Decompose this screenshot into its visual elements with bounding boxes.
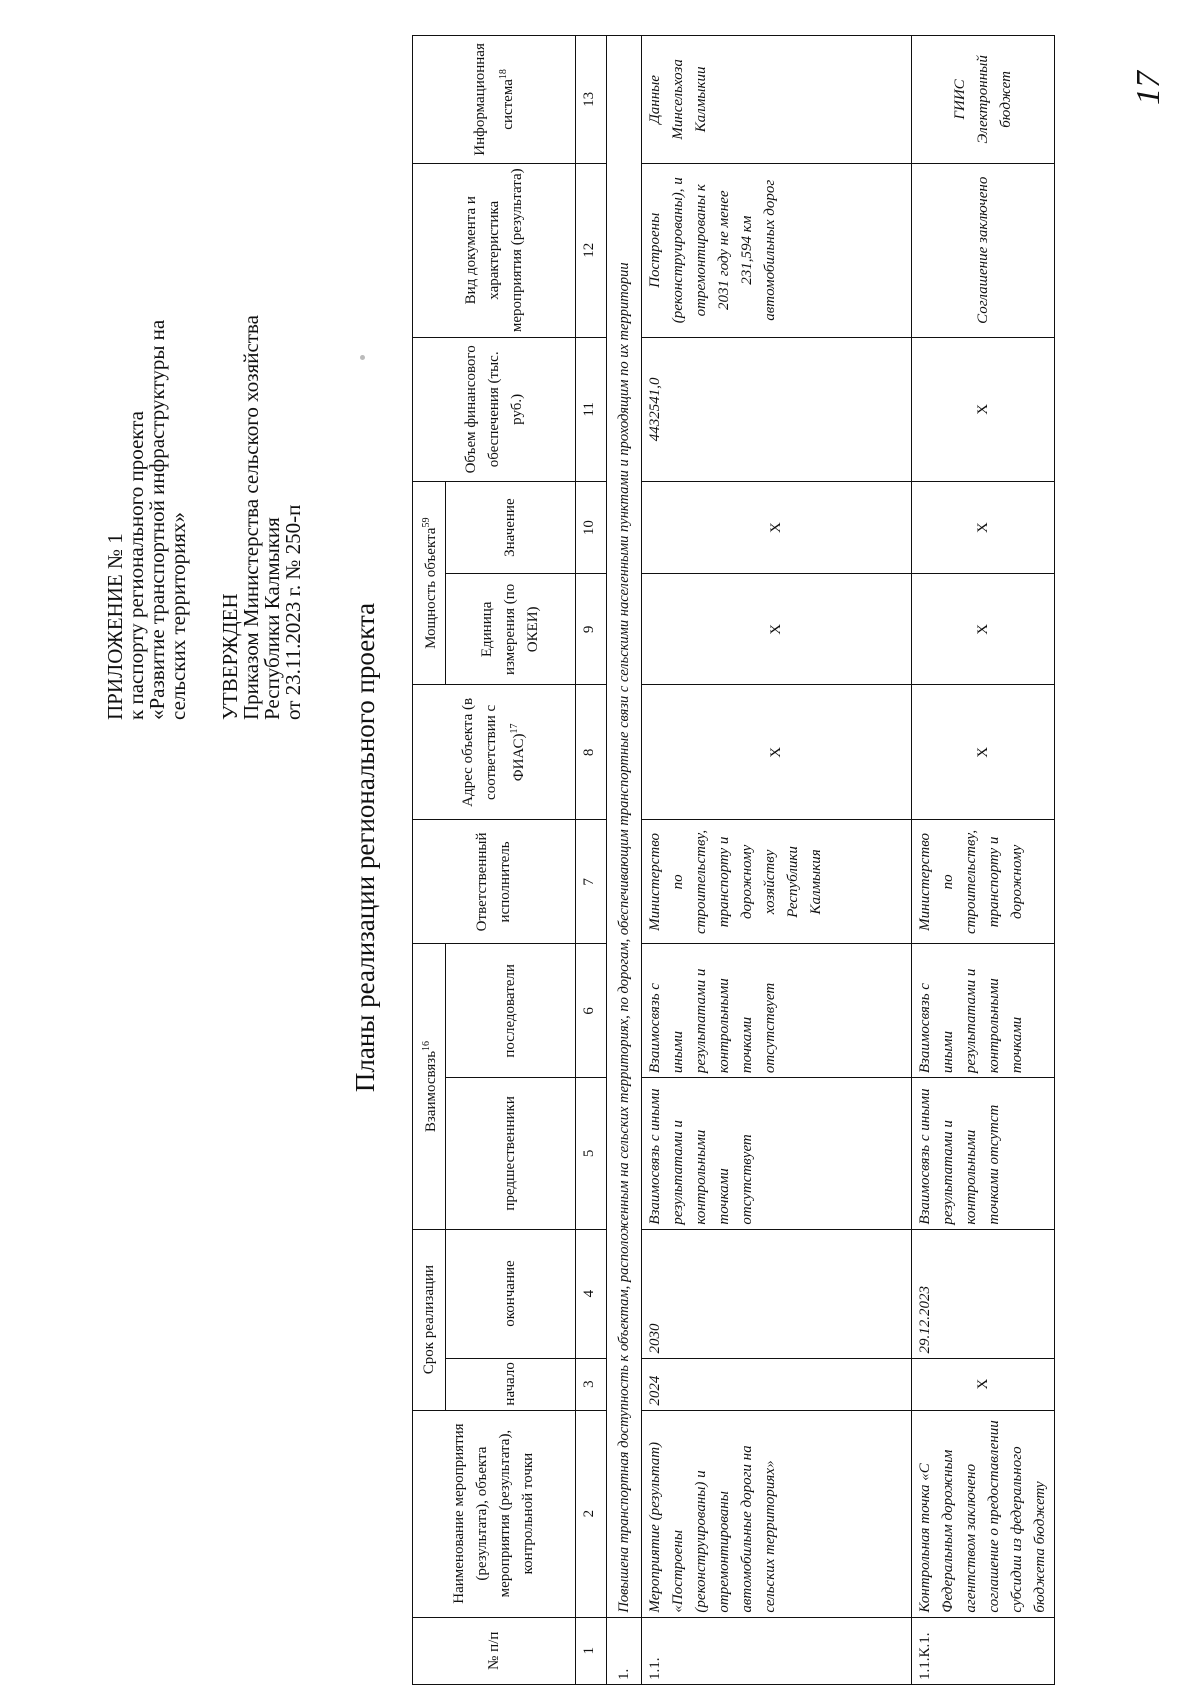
col-number: 4 (576, 1229, 607, 1358)
section-number: 1. (607, 1617, 642, 1684)
row-unit: X (642, 574, 912, 685)
col-finance-header: Объем финансового обеспечения (тыс. руб.) (413, 337, 576, 481)
col-number: 8 (576, 685, 607, 820)
approval-line: УТВЕРЖДЕН (218, 593, 242, 720)
plan-table (412, 35, 1055, 1685)
row-name: Мероприятие (результат) «Построены (реконструированы) и отремонтированы автомобильные дороги на сельских территориях» (642, 1410, 912, 1617)
appendix-line: «Развитие транспортной инфраструктуры на (145, 319, 169, 720)
row-finance: 4432541,0 (642, 337, 912, 481)
col-info-header: Информационная система$^{18}$ (413, 36, 576, 164)
col-name-header: Наименование мероприятия (результата), объекта мероприятия (результата), контрольной точки (413, 1410, 576, 1617)
col-succ-header: последователи (446, 944, 576, 1078)
section-text: Повышена транспортная доступность к объектам, расположенным на сельских территориях, по дорогам, обеспечивающим транспортные связи с сельскими населенными пунктами и проходящим по их территории (607, 36, 642, 1618)
col-start-header: начало (446, 1358, 576, 1410)
page-title: Планы реализации регионального проекта (350, 602, 380, 1093)
row-value: X (912, 481, 1055, 573)
col-term-header: Срок реализации (413, 1229, 446, 1410)
row-value: X (642, 481, 912, 573)
col-value-header: Значение (446, 481, 576, 573)
row-start: 2024 (642, 1358, 912, 1410)
table-row (912, 36, 1055, 1685)
col-number: 1 (576, 1617, 607, 1684)
col-end-header: окончание (446, 1229, 576, 1358)
approval-line: Приказом Министерства сельского хозяйства (239, 315, 263, 720)
col-number: 9 (576, 574, 607, 685)
col-number: 6 (576, 944, 607, 1078)
row-info: ГИИС Электронный бюджет (912, 36, 1055, 164)
col-number: 10 (576, 481, 607, 573)
row-pred: Взаимосвязь с иными результатами и контрольными точками отсутствует (642, 1078, 912, 1229)
approval-line: Республики Калмыкия (260, 517, 284, 720)
col-unit-header: Единица измерения (по ОКЕИ) (446, 574, 576, 685)
section-row (607, 36, 642, 1685)
col-number: 11 (576, 337, 607, 481)
appendix-line: сельских территориях» (166, 511, 190, 720)
col-doc-header: Вид документа и характеристика мероприятия (результата) (413, 163, 576, 337)
row-end: 2030 (642, 1229, 912, 1358)
row-start: X (912, 1358, 1055, 1410)
page-number: 17 (1130, 71, 1167, 105)
row-resp: Министерство по строительству, транспорту и дорожному хозяйству Республики Калмыкия (642, 820, 912, 944)
appendix-header (105, 100, 189, 720)
row-info: Данные Минсельхоза Калмыкии (642, 36, 912, 164)
row-finance: X (912, 337, 1055, 481)
row-unit: X (912, 574, 1055, 685)
col-number: 3 (576, 1358, 607, 1410)
col-number: 7 (576, 820, 607, 944)
row-number: 1.1.К.1. (912, 1617, 1055, 1684)
row-addr: X (642, 685, 912, 820)
col-power-header: Мощность объекта$^{59}$ (413, 481, 446, 684)
col-number: 12 (576, 163, 607, 337)
row-doc: Построены (реконструированы), и отремонтированы к 2031 году не менее 231,594 км автомобильных дорог (642, 163, 912, 337)
approval-header (220, 100, 304, 720)
row-succ: Взаимосвязь с иными результатами и контрольными точками отсутствует (642, 944, 912, 1078)
row-pred: Взаимосвязь с иными результатами и контрольными точками отсутст (912, 1078, 1055, 1229)
row-number: 1.1. (642, 1617, 912, 1684)
row-addr: X (912, 685, 1055, 820)
row-resp: Министерство по строительству, транспорту и дорожному (912, 820, 1055, 944)
row-name: Контрольная точка «С Федеральным дорожным агентством заключено соглашение о предоставлении субсидии из федерального бюджета бюджету (912, 1410, 1055, 1617)
col-addr-header: Адрес объекта (в соответствии с ФИАС)$^{17}$ (413, 685, 576, 820)
col-number: 2 (576, 1410, 607, 1617)
row-succ: Взаимосвязь с иными результатами и контрольными точками (912, 944, 1055, 1078)
row-doc: Соглашение заключено (912, 163, 1055, 337)
col-number: 5 (576, 1078, 607, 1229)
appendix-line: к паспорту регионального проекта (124, 411, 148, 720)
col-number-row (576, 36, 607, 1685)
col-num-header: № п/п (413, 1617, 576, 1684)
col-pred-header: предшественники (446, 1078, 576, 1229)
header-row (413, 36, 446, 1685)
col-number: 13 (576, 36, 607, 164)
approval-line: от 23.11.2023 г. № 250-п (281, 504, 305, 720)
appendix-line: ПРИЛОЖЕНИЕ № 1 (103, 533, 127, 720)
col-resp-header: Ответственный исполнитель (413, 820, 576, 944)
col-relation-header: Взаимосвязь$^{16}$ (413, 944, 446, 1229)
table-row (642, 36, 912, 1685)
row-end: 29.12.2023 (912, 1229, 1055, 1358)
